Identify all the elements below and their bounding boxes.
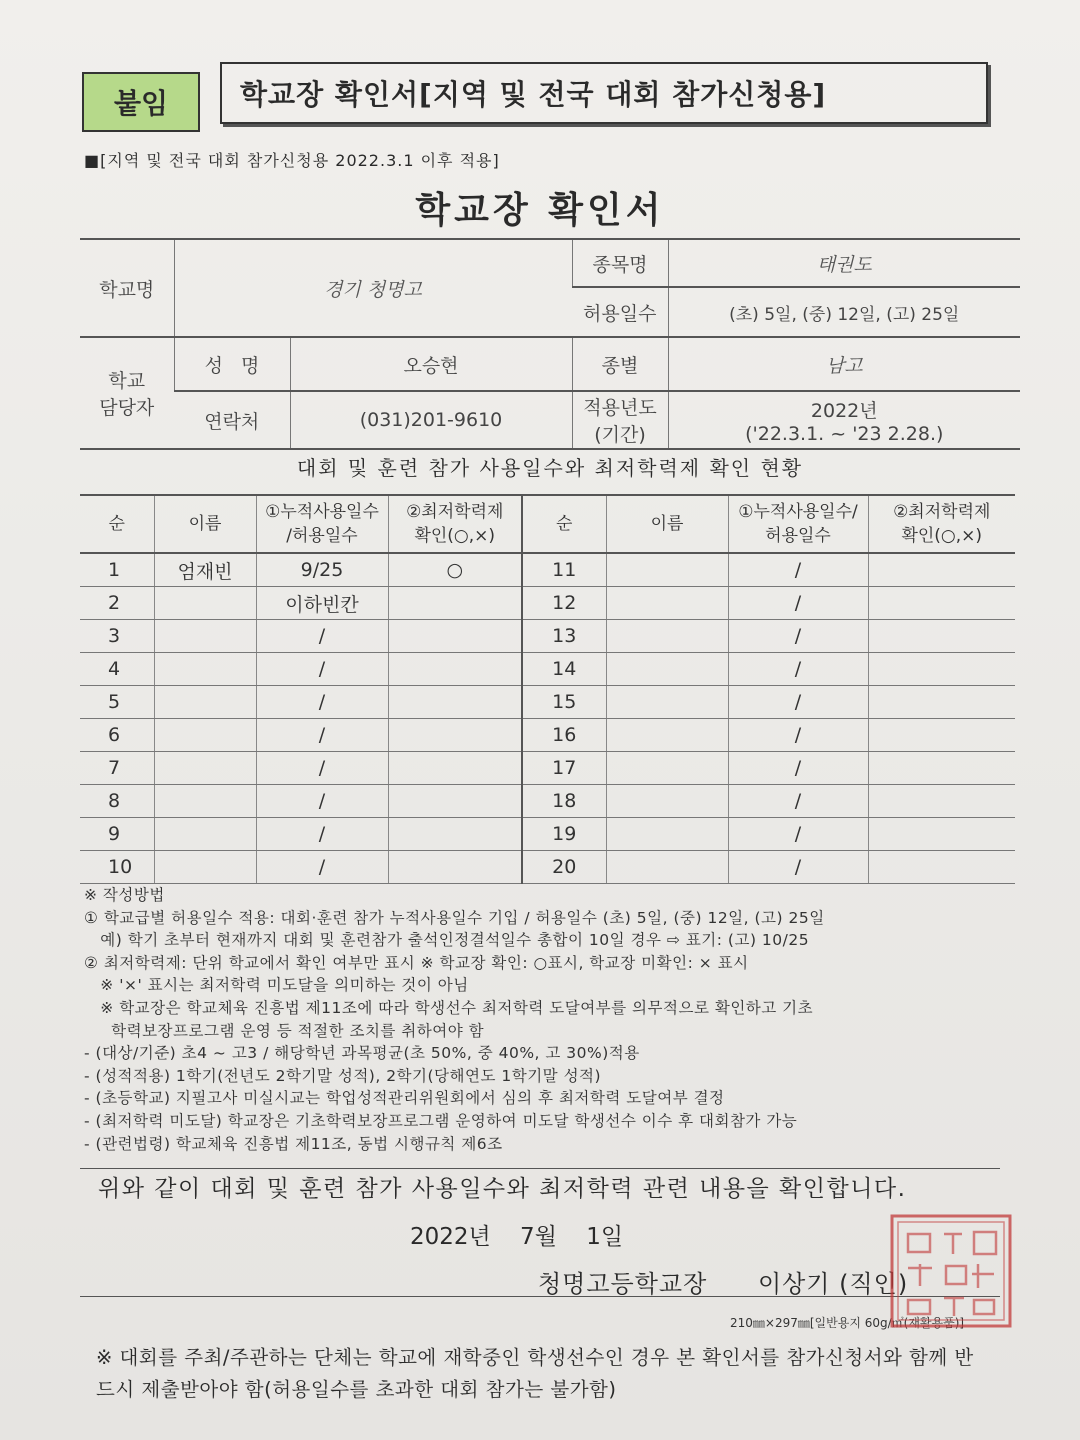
row-check (388, 818, 522, 851)
table-row (80, 587, 1015, 620)
attachment-badge: 붙임 (82, 72, 200, 132)
row-name (154, 719, 256, 752)
staff-label (80, 337, 174, 449)
year-label (572, 391, 668, 449)
form-subtitle: ■[지역 및 전국 대회 참가신청용 2022.3.1 이후 적용] (84, 151, 500, 170)
event-value: 태권도 (668, 239, 1020, 287)
year-value (668, 391, 1020, 449)
row-days-right: / (728, 719, 868, 752)
name-value: 오승현 (290, 337, 572, 391)
row-days-right: / (728, 785, 868, 818)
gender-label: 종별 (572, 337, 668, 391)
note-line: - (성적적용) 1학기(전년도 2학기말 성적), 2학기(당해연도 1학기말 성적) (84, 1066, 602, 1085)
note-line: 예) 학기 초부터 현재까지 대회 및 훈련참가 출석인정결석일수 총합이 10일 경우 ⇨ 표기: (고) 10/25 (84, 931, 810, 950)
row-check (388, 752, 522, 785)
row-seq: 9 (80, 818, 154, 851)
header-seq-right: 순 (522, 495, 606, 553)
row-seq-right: 20 (522, 851, 606, 884)
row-seq-right: 17 (522, 752, 606, 785)
staff-label-line1: 학교 (108, 370, 146, 392)
days-label: 허용일수 (572, 287, 668, 337)
row-seq: 6 (80, 719, 154, 752)
row-name (154, 818, 256, 851)
header-name: 이름 (154, 495, 256, 553)
note-line: ② 최저학력제: 단위 학교에서 확인 여부만 표시 ※ 학교장 확인: ○표시, 학교장 미확인: × 표시 (84, 953, 749, 972)
note-line: ※ 작성방법 (84, 886, 165, 904)
row-name (154, 785, 256, 818)
row-seq-right: 11 (522, 553, 606, 587)
row-seq: 1 (80, 553, 154, 587)
row-days: / (256, 818, 388, 851)
row-seq-right: 12 (522, 587, 606, 620)
year-label-line2: (기간) (594, 424, 646, 446)
row-check-right (868, 620, 1015, 653)
info-table (80, 238, 1020, 450)
header-name-right: 이름 (606, 495, 728, 553)
note-line: - (관련법령) 학교체육 진흥법 제11조, 동법 시행규칙 제6조 (84, 1134, 503, 1153)
row-name-right (606, 719, 728, 752)
table-row (80, 851, 1015, 884)
row-name-right (606, 818, 728, 851)
row-seq: 2 (80, 587, 154, 620)
row-days-right: / (728, 818, 868, 851)
row-days: 이하빈칸 (256, 587, 388, 620)
row-check: ○ (388, 553, 522, 587)
row-days: / (256, 851, 388, 884)
table-row (80, 553, 1015, 587)
table-row (80, 752, 1015, 785)
row-days: / (256, 785, 388, 818)
row-name (154, 851, 256, 884)
row-days: / (256, 620, 388, 653)
section-title: 대회 및 훈련 참가 사용일수와 최저학력제 확인 현황 (296, 456, 804, 480)
row-name-right (606, 686, 728, 719)
row-seq: 5 (80, 686, 154, 719)
row-check (388, 653, 522, 686)
note-line: - (초등학교) 지필고사 미실시교는 학업성적관리위원회에서 심의 후 최저학력 도달여부 결정 (84, 1089, 725, 1108)
note-line: ※ 학교장은 학교체육 진흥법 제11조에 따라 학생선수 최저학력 도달여부를 의무적으로 확인하고 기초 (84, 998, 814, 1017)
row-name: 엄재빈 (154, 553, 256, 587)
official-seal-stamp (888, 1212, 1014, 1330)
paper-spec: 210㎜×297㎜[일반용지 60g/㎡(재활용품)] (730, 1316, 965, 1330)
year-label-line1: 적용년도 (583, 397, 657, 419)
row-name (154, 587, 256, 620)
staff-label-line2: 담당자 (99, 397, 155, 419)
year-value-line1: 2022년 (810, 399, 878, 422)
row-days-right: / (728, 686, 868, 719)
table-row (80, 818, 1015, 851)
school-label: 학교명 (80, 239, 174, 337)
row-days-right: / (728, 620, 868, 653)
row-seq: 8 (80, 785, 154, 818)
row-check-right (868, 719, 1015, 752)
year-value-line2: ('22.3.1. ~ '23 2.28.) (745, 422, 944, 445)
header-days: ①누적사용일수 /허용일수 (256, 495, 388, 553)
row-days-right: / (728, 851, 868, 884)
row-check-right (868, 785, 1015, 818)
document-title: 학교장 확인서 (415, 190, 665, 231)
table-header-row (80, 495, 1015, 553)
row-days-right: / (728, 587, 868, 620)
row-check-right (868, 553, 1015, 587)
principal-name: 이상기 (직인) (757, 1270, 909, 1298)
header-check: ②최저학력제 확인(○,×) (388, 495, 522, 553)
contact-label: 연락처 (174, 391, 290, 449)
header-seq: 순 (80, 495, 154, 553)
table-row (80, 719, 1015, 752)
row-days: / (256, 752, 388, 785)
name-label: 성 명 (174, 337, 290, 391)
row-days-right: / (728, 752, 868, 785)
note-line: 학력보장프로그램 운영 등 적절한 조치를 취하여야 함 (84, 1021, 485, 1040)
row-days: 9/25 (256, 553, 388, 587)
event-label: 종목명 (572, 239, 668, 287)
row-check (388, 686, 522, 719)
row-seq-right: 19 (522, 818, 606, 851)
row-seq-right: 16 (522, 719, 606, 752)
row-check (388, 587, 522, 620)
school-value: 경기 청명고 (174, 239, 572, 337)
row-check-right (868, 752, 1015, 785)
school-principal-title: 청명고등학교장 (538, 1270, 708, 1298)
row-check-right (868, 587, 1015, 620)
confirmation-text: 위와 같이 대회 및 훈련 참가 사용일수와 최저학력 관련 내용을 확인합니다. (98, 1176, 907, 1202)
note-line: ※ '×' 표시는 최저학력 미도달을 의미하는 것이 아님 (84, 976, 469, 995)
row-check-right (868, 653, 1015, 686)
row-name-right (606, 620, 728, 653)
final-note: ※ 대회를 주최/주관하는 단체는 학교에 재학중인 학생선수인 경우 본 확인서를 참가신청서와 함께 반드시 제출받아야 함(허용일수를 초과한 대회 참가는 불가함) (96, 1346, 974, 1401)
row-name-right (606, 785, 728, 818)
signer (538, 1264, 908, 1299)
divider (80, 1168, 1000, 1169)
row-check-right (868, 818, 1015, 851)
row-seq: 3 (80, 620, 154, 653)
signature-date: 2022년 7월 1일 (410, 1224, 624, 1250)
row-seq: 7 (80, 752, 154, 785)
row-name (154, 620, 256, 653)
row-name-right (606, 851, 728, 884)
row-check (388, 785, 522, 818)
row-seq-right: 13 (522, 620, 606, 653)
row-name (154, 653, 256, 686)
table-row (80, 686, 1015, 719)
divider (80, 1296, 1000, 1297)
row-name-right (606, 553, 728, 587)
days-value: (초) 5일, (중) 12일, (고) 25일 (668, 287, 1020, 337)
row-seq-right: 14 (522, 653, 606, 686)
row-name-right (606, 752, 728, 785)
row-days: / (256, 653, 388, 686)
contact-value: (031)201-9610 (290, 391, 572, 449)
row-check (388, 620, 522, 653)
row-days: / (256, 719, 388, 752)
table-row (80, 785, 1015, 818)
row-days-right: / (728, 653, 868, 686)
usage-table (80, 494, 1015, 884)
row-days-right: / (728, 553, 868, 587)
table-row (80, 653, 1015, 686)
instructions (84, 884, 1024, 1155)
table-row (80, 620, 1015, 653)
note-line: - (최저학력 미도달) 학교장은 기초학력보장프로그램 운영하여 미도달 학생선수 이수 후 대회참가 가능 (84, 1111, 798, 1130)
note-line: ① 학교급별 허용일수 적용: 대회·훈련 참가 누적사용일수 기입 / 허용일수 (초) 5일, (중) 12일, (고) 25일 (84, 908, 825, 927)
row-seq-right: 18 (522, 785, 606, 818)
row-check (388, 719, 522, 752)
row-name-right (606, 587, 728, 620)
row-name (154, 686, 256, 719)
note-line: - (대상/기준) 초4 ~ 고3 / 해당학년 과목평균(초 50%, 중 40%, 고 30%)적용 (84, 1044, 640, 1063)
row-check-right (868, 686, 1015, 719)
header-days-right: ①누적사용일수/ 허용일수 (728, 495, 868, 553)
row-days: / (256, 686, 388, 719)
row-name (154, 752, 256, 785)
form-title-box: 학교장 확인서[지역 및 전국 대회 참가신청용] (220, 62, 988, 124)
row-seq: 10 (80, 851, 154, 884)
row-check-right (868, 851, 1015, 884)
row-seq: 4 (80, 653, 154, 686)
row-name-right (606, 653, 728, 686)
header-check-right: ②최저학력제 확인(○,×) (868, 495, 1015, 553)
row-check (388, 851, 522, 884)
row-seq-right: 15 (522, 686, 606, 719)
gender-value: 남고 (668, 337, 1020, 391)
